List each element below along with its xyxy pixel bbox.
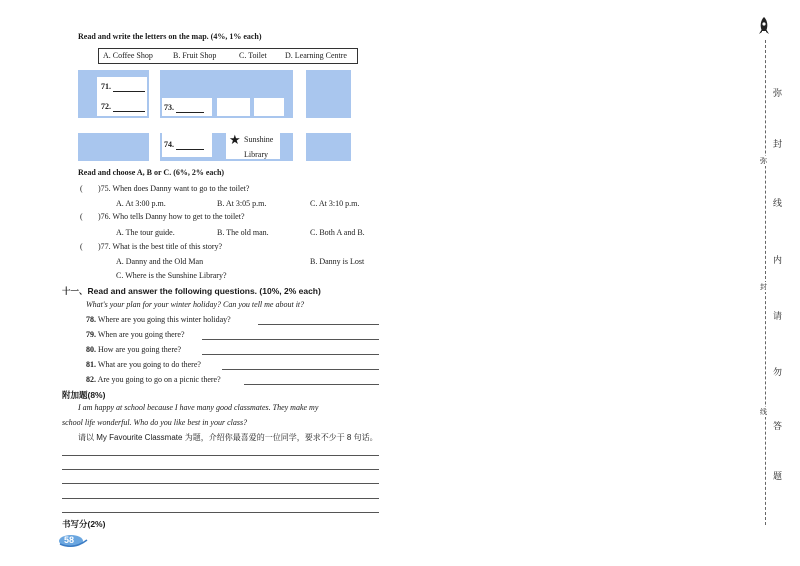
question-text: 80. How are you going there? — [86, 345, 182, 354]
q74-label: 74. — [164, 140, 204, 150]
answer-line[interactable] — [202, 339, 379, 340]
option-b: B. Danny is Lost — [310, 257, 365, 266]
question-text: 82. Are you going to go on a picnic there? — [86, 375, 221, 384]
option-a: A. The tour guide. — [116, 228, 175, 237]
answer-line[interactable] — [258, 324, 379, 325]
q71-label: 71. — [101, 82, 145, 92]
option-b: B. Fruit Shop — [173, 51, 217, 60]
option-b: B. The old man. — [217, 228, 269, 237]
option-a: A. At 3:00 p.m. — [116, 199, 166, 208]
option-d: D. Learning Centre — [285, 51, 347, 60]
margin-char: 答 — [773, 422, 783, 432]
margin-char-small: 封 — [760, 283, 767, 291]
answer-line[interactable] — [222, 369, 379, 370]
question-text: 79. When are you going there? — [86, 330, 185, 339]
answer-paren: ( — [80, 242, 83, 251]
bonus-text-line2: school life wonderful. Who do you like best in your class? — [62, 418, 248, 427]
option-c: C. Toilet — [239, 51, 267, 60]
bonus-heading: 附加题(8%) — [62, 390, 106, 400]
margin-char: 线 — [773, 199, 783, 209]
question-text: )76. Who tells Danny how to get to the toilet? — [98, 212, 245, 221]
answer-line[interactable] — [244, 384, 379, 385]
map-block — [78, 133, 149, 161]
page-number-badge — [58, 534, 88, 548]
option-c: C. Where is the Sunshine Library? — [116, 271, 227, 280]
choose-section-heading: Read and choose A, B or C. (6%, 2% each) — [78, 168, 225, 177]
margin-char: 题 — [773, 472, 783, 482]
map-block — [306, 70, 351, 118]
option-a: A. Coffee Shop — [103, 51, 153, 60]
margin-char: 请 — [773, 312, 783, 322]
writing-line[interactable] — [62, 498, 379, 499]
writing-score: 书写分(2%) — [62, 519, 106, 529]
margin-char-small: 弥 — [760, 157, 767, 165]
bonus-prompt: 请以 My Favourite Classmate 为题，介绍你最喜爱的一位同学，要求不少于 8 句话。 — [78, 433, 378, 442]
q73-label: 73. — [164, 103, 204, 113]
options-box — [98, 48, 358, 64]
writing-line[interactable] — [62, 512, 379, 513]
page-number: 58 — [64, 535, 75, 545]
landmark-line1: Sunshine — [244, 135, 274, 144]
q72-label: 72. — [101, 102, 145, 112]
map-block — [306, 133, 351, 161]
map-section-heading: Read and write the letters on the map. (4%, 1% each) — [78, 32, 262, 41]
rocket-icon — [757, 16, 771, 41]
bonus-text-line1: I am happy at school because I have many good classmates. They make my — [78, 403, 319, 412]
writing-line[interactable] — [62, 469, 379, 470]
answer-section-intro: What's your plan for your winter holiday? Can you tell me about it? — [86, 300, 305, 309]
question-text: 78. Where are you going this winter holiday? — [86, 315, 231, 324]
option-a: A. Danny and the Old Man — [116, 257, 204, 266]
landmark-line2: Library — [244, 150, 268, 159]
answer-section-heading: 十一、Read and answer the following questions. (10%, 2% each) — [62, 286, 321, 296]
margin-char: 勿 — [773, 368, 783, 378]
answer-paren: ( — [80, 184, 83, 193]
question-text: )77. What is the best title of this story? — [98, 242, 223, 251]
margin-char: 内 — [773, 256, 783, 266]
answer-paren: ( — [80, 212, 83, 221]
writing-line[interactable] — [62, 483, 379, 484]
option-b: B. At 3:05 p.m. — [217, 199, 267, 208]
answer-line[interactable] — [202, 354, 379, 355]
option-c: C. Both A and B. — [310, 228, 365, 237]
margin-char: 封 — [773, 140, 783, 150]
margin-char: 弥 — [773, 89, 783, 99]
writing-line[interactable] — [62, 455, 379, 456]
star-icon: ★ — [229, 133, 241, 148]
margin-char-small: 线 — [760, 408, 767, 416]
question-text: 81. What are you going to do there? — [86, 360, 201, 369]
map-building — [254, 98, 284, 116]
option-c: C. At 3:10 p.m. — [310, 199, 360, 208]
map-building — [217, 98, 250, 116]
question-text: )75. When does Danny want to go to the toilet? — [98, 184, 250, 193]
